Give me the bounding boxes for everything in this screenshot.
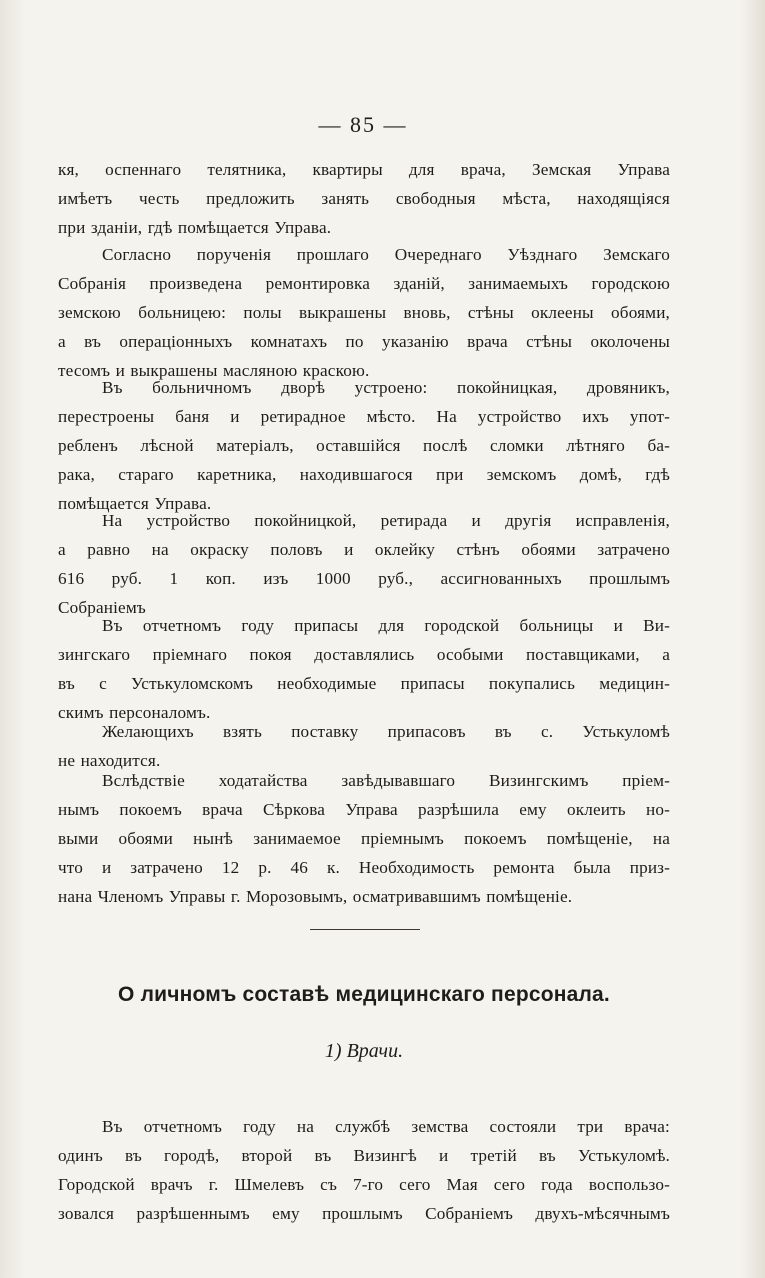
- paragraph-line: скимъ персоналомъ.: [58, 703, 211, 722]
- page-number: — 85 —: [318, 112, 408, 137]
- paragraph-line: зовался разрѣшеннымъ ему прошлымъ Собранiемъ двухъ-мѣсячнымъ: [58, 1204, 670, 1223]
- paragraph-line: въ с Устькуломскомъ необходимые припасы покупались медицин-: [58, 674, 670, 693]
- paragraph-line: рака, стараго каретника, находившагося при земскомъ домѣ, гдѣ: [58, 465, 670, 484]
- paragraph-line: 616 руб. 1 коп. изъ 1000 руб., ассигнованныхъ прошлымъ: [58, 569, 670, 588]
- paragraph-2: [58, 240, 670, 385]
- sub-heading: 1) Врачи.: [324, 1040, 404, 1062]
- paragraph-line: перестроены баня и ретирадное мѣсто. На устройство ихъ упот-: [58, 407, 670, 426]
- paragraph-line: одинъ въ городѣ, второй въ Визингѣ и третiй въ Устькуломѣ.: [58, 1146, 670, 1165]
- paragraph-line: земскою больницею: полы выкрашены вновь, стѣны оклеены обоями,: [58, 303, 670, 322]
- paragraph-line: На устройство покойницкой, ретирада и другiя исправленiя,: [102, 511, 670, 530]
- paragraph-5: [58, 611, 670, 727]
- paragraph-line: Желающихъ взять поставку припасовъ въ с. Устькуломѣ: [102, 722, 670, 741]
- paragraph-line: Собранiя произведена ремонтировка зданiй, занимаемыхъ городскою: [58, 274, 670, 293]
- section-heading: О личномъ составѣ медицинскаго персонала.: [118, 983, 610, 1006]
- paragraph-line: что и затрачено 12 р. 46 к. Необходимость ремонта была приз-: [58, 858, 670, 877]
- paragraph-line: нана Членомъ Управы г. Морозовымъ, осматривавшимъ помѣщенiе.: [58, 887, 573, 906]
- paragraph-line: Въ отчетномъ году на службѣ земства состояли три врача:: [102, 1117, 670, 1136]
- paragraph-line: зингскаго прiемнаго покоя доставлялись особыми поставщиками, а: [58, 645, 670, 664]
- paragraph-line: Городской врачъ г. Шмелевъ съ 7-го сего Мая сего года воспользо-: [58, 1175, 670, 1194]
- paragraph-3: [58, 373, 670, 518]
- paragraph-line: кя, оспеннаго телятника, квартиры для врача, Земская Управа: [58, 160, 670, 179]
- paragraph-line: Вслѣдствiе ходатайства завѣдывавшаго Визингскимъ прiем-: [102, 771, 670, 790]
- paragraph-line: выми обоями нынѣ занимаемое прiемнымъ покоемъ помѣщенiе, на: [58, 829, 670, 848]
- paragraph-line: Въ больничномъ дворѣ устроено: покойницкая, дровяникъ,: [102, 378, 670, 397]
- section-divider: [310, 929, 420, 930]
- paragraph-line: а въ операцiонныхъ комнатахъ по указанiю врача стѣны околочены: [58, 332, 670, 351]
- paragraph-line: Въ отчетномъ году припасы для городской больницы и Ви-: [102, 616, 670, 635]
- paragraph-line: ребленъ лѣсной матерiалъ, оставшiйся послѣ сломки лѣтняго ба-: [58, 436, 670, 455]
- paragraph-line: Собранiемъ: [58, 598, 146, 617]
- paragraph-4: [58, 506, 670, 622]
- paragraph-line: имѣетъ честь предложить занять свободныя мѣста, находящiяся: [58, 189, 670, 208]
- paragraph-line: нымъ покоемъ врача Сѣркова Управа разрѣшила ему оклеить но-: [58, 800, 670, 819]
- paragraph-line: Согласно порученiя прошлаго Очереднаго Уѣзднаго Земскаго: [102, 245, 670, 264]
- paragraph-line: не находится.: [58, 751, 161, 770]
- paragraph-7: [58, 766, 670, 911]
- paragraph-line: при зданiи, гдѣ помѣщается Управа.: [58, 218, 332, 237]
- paragraph-line: а равно на окраску половъ и оклейку стѣнъ обоями затрачено: [58, 540, 670, 559]
- paragraph-8: [58, 1112, 670, 1228]
- paragraph-line: тесомъ и выкрашены масляною краскою.: [58, 361, 370, 380]
- paragraph-line: помѣщается Управа.: [58, 494, 212, 513]
- paragraph-1: [58, 155, 670, 242]
